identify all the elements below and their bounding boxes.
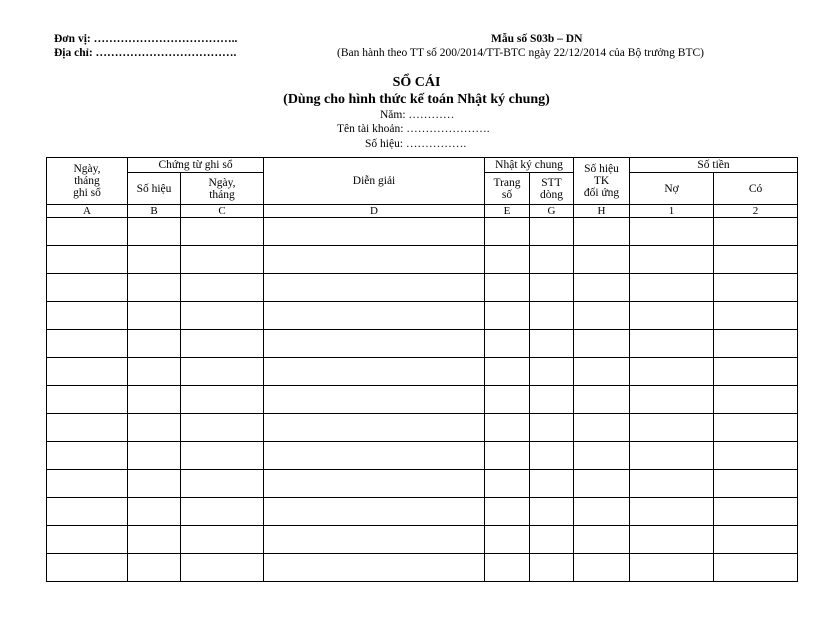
table-cell bbox=[714, 386, 798, 414]
year-field: Năm: ………… bbox=[380, 109, 455, 121]
column-code: G bbox=[530, 205, 574, 218]
table-cell bbox=[47, 274, 128, 302]
table-cell bbox=[485, 386, 530, 414]
table-cell bbox=[714, 302, 798, 330]
table-cell bbox=[574, 414, 630, 442]
table-cell bbox=[128, 330, 181, 358]
column-code: 2 bbox=[714, 205, 798, 218]
unit-field: Đơn vị: ……………………………….. bbox=[54, 33, 238, 45]
table-cell bbox=[264, 386, 485, 414]
table-cell bbox=[181, 246, 264, 274]
table-cell bbox=[485, 358, 530, 386]
table-cell bbox=[128, 526, 181, 554]
group-header-voucher: Chứng từ ghi sổ bbox=[128, 158, 264, 173]
table-cell bbox=[47, 470, 128, 498]
table-cell bbox=[530, 414, 574, 442]
table-cell bbox=[128, 414, 181, 442]
table-cell bbox=[181, 330, 264, 358]
column-code: D bbox=[264, 205, 485, 218]
table-cell bbox=[574, 218, 630, 246]
table-cell bbox=[714, 442, 798, 470]
table-cell bbox=[574, 274, 630, 302]
table-cell bbox=[530, 246, 574, 274]
table-row bbox=[47, 274, 798, 302]
table-cell bbox=[530, 218, 574, 246]
address-field: Địa chỉ: ………………………………. bbox=[54, 47, 237, 59]
col-header-voucher-no: Số hiệu bbox=[128, 173, 181, 205]
table-cell bbox=[181, 386, 264, 414]
table-cell bbox=[630, 386, 714, 414]
form-code: Mẫu số S03b – DN bbox=[491, 33, 583, 45]
ledger-table bbox=[46, 157, 798, 582]
table-cell bbox=[574, 554, 630, 582]
ledger-title: SỔ CÁI bbox=[392, 75, 441, 90]
account-number-field: Số hiệu: ……………. bbox=[365, 138, 467, 150]
col-header-description: Diễn giải bbox=[264, 158, 485, 205]
table-cell bbox=[485, 470, 530, 498]
table-cell bbox=[181, 358, 264, 386]
table-cell bbox=[574, 386, 630, 414]
table-cell bbox=[530, 302, 574, 330]
column-code: A bbox=[47, 205, 128, 218]
table-cell bbox=[264, 414, 485, 442]
table-cell bbox=[574, 526, 630, 554]
table-cell bbox=[47, 218, 128, 246]
table-cell bbox=[181, 442, 264, 470]
issued-by-note: (Ban hành theo TT số 200/2014/TT-BTC ngày 22/12/2014 của Bộ trưởng BTC) bbox=[337, 47, 704, 59]
table-row bbox=[47, 414, 798, 442]
table-cell bbox=[485, 330, 530, 358]
table-cell bbox=[574, 358, 630, 386]
col-header-credit: Có bbox=[714, 173, 798, 205]
table-cell bbox=[714, 414, 798, 442]
table-cell bbox=[264, 330, 485, 358]
column-code: E bbox=[485, 205, 530, 218]
table-cell bbox=[530, 526, 574, 554]
group-header-amount: Số tiền bbox=[630, 158, 798, 173]
table-cell bbox=[264, 498, 485, 526]
table-cell bbox=[47, 358, 128, 386]
table-cell bbox=[47, 330, 128, 358]
table-cell bbox=[128, 302, 181, 330]
table-cell bbox=[630, 274, 714, 302]
table-cell bbox=[485, 554, 530, 582]
table-cell bbox=[128, 246, 181, 274]
table-cell bbox=[630, 526, 714, 554]
table-cell bbox=[264, 358, 485, 386]
table-row bbox=[47, 498, 798, 526]
table-cell bbox=[47, 246, 128, 274]
table-cell bbox=[630, 498, 714, 526]
table-cell bbox=[714, 274, 798, 302]
table-cell bbox=[181, 554, 264, 582]
column-code: B bbox=[128, 205, 181, 218]
table-cell bbox=[630, 330, 714, 358]
table-cell bbox=[630, 554, 714, 582]
table-cell bbox=[181, 274, 264, 302]
table-row bbox=[47, 442, 798, 470]
table-cell bbox=[47, 442, 128, 470]
table-cell bbox=[714, 358, 798, 386]
table-cell bbox=[485, 302, 530, 330]
col-header-line-no: STT dòng bbox=[530, 173, 574, 205]
table-cell bbox=[530, 498, 574, 526]
table-cell bbox=[530, 330, 574, 358]
table-cell bbox=[264, 218, 485, 246]
table-row bbox=[47, 330, 798, 358]
table-cell bbox=[181, 414, 264, 442]
table-cell bbox=[574, 330, 630, 358]
table-cell bbox=[181, 218, 264, 246]
table-cell bbox=[47, 302, 128, 330]
table-cell bbox=[630, 218, 714, 246]
table-cell bbox=[264, 442, 485, 470]
table-cell bbox=[630, 470, 714, 498]
column-code: 1 bbox=[630, 205, 714, 218]
table-cell bbox=[264, 554, 485, 582]
table-cell bbox=[630, 358, 714, 386]
table-row bbox=[47, 358, 798, 386]
table-cell bbox=[264, 274, 485, 302]
table-row bbox=[47, 554, 798, 582]
column-code-row bbox=[47, 205, 798, 218]
table-row bbox=[47, 526, 798, 554]
table-cell bbox=[574, 470, 630, 498]
table-cell bbox=[128, 554, 181, 582]
table-cell bbox=[714, 470, 798, 498]
table-cell bbox=[530, 274, 574, 302]
table-cell bbox=[485, 442, 530, 470]
table-cell bbox=[714, 330, 798, 358]
table-row bbox=[47, 302, 798, 330]
table-cell bbox=[485, 274, 530, 302]
table-cell bbox=[485, 498, 530, 526]
table-cell bbox=[47, 386, 128, 414]
table-cell bbox=[128, 274, 181, 302]
ledger-subtitle: (Dùng cho hình thức kế toán Nhật ký chung) bbox=[283, 92, 550, 107]
table-cell bbox=[181, 302, 264, 330]
table-cell bbox=[714, 498, 798, 526]
table-cell bbox=[128, 218, 181, 246]
table-cell bbox=[530, 386, 574, 414]
table-cell bbox=[47, 414, 128, 442]
group-header-journal: Nhật ký chung bbox=[485, 158, 574, 173]
table-cell bbox=[128, 442, 181, 470]
table-cell bbox=[574, 442, 630, 470]
table-cell bbox=[574, 302, 630, 330]
table-row bbox=[47, 386, 798, 414]
table-cell bbox=[264, 302, 485, 330]
table-cell bbox=[128, 386, 181, 414]
table-cell bbox=[630, 302, 714, 330]
table-cell bbox=[485, 414, 530, 442]
table-cell bbox=[530, 554, 574, 582]
table-cell bbox=[264, 470, 485, 498]
table-cell bbox=[128, 358, 181, 386]
table-cell bbox=[181, 526, 264, 554]
col-header-contra-account: Số hiệu TK đối ứng bbox=[574, 158, 630, 205]
table-row bbox=[47, 246, 798, 274]
table-cell bbox=[47, 554, 128, 582]
table-cell bbox=[530, 442, 574, 470]
col-header-entry-date: Ngày, tháng ghi sổ bbox=[47, 158, 128, 205]
table-cell bbox=[530, 470, 574, 498]
table-cell bbox=[630, 442, 714, 470]
column-code: H bbox=[574, 205, 630, 218]
table-cell bbox=[485, 246, 530, 274]
table-cell bbox=[714, 554, 798, 582]
table-cell bbox=[128, 498, 181, 526]
col-header-debit: Nợ bbox=[630, 173, 714, 205]
table-cell bbox=[485, 526, 530, 554]
col-header-voucher-date: Ngày, tháng bbox=[181, 173, 264, 205]
table-cell bbox=[181, 498, 264, 526]
table-cell bbox=[630, 246, 714, 274]
table-cell bbox=[714, 526, 798, 554]
table-cell bbox=[264, 246, 485, 274]
table-cell bbox=[714, 218, 798, 246]
table-cell bbox=[574, 498, 630, 526]
table-cell bbox=[485, 218, 530, 246]
table-cell bbox=[264, 526, 485, 554]
table-cell bbox=[181, 470, 264, 498]
table-cell bbox=[530, 358, 574, 386]
table-cell bbox=[128, 470, 181, 498]
table-row bbox=[47, 218, 798, 246]
table-cell bbox=[47, 526, 128, 554]
table-cell bbox=[47, 498, 128, 526]
table-row bbox=[47, 470, 798, 498]
table-cell bbox=[574, 246, 630, 274]
table-cell bbox=[714, 246, 798, 274]
account-name-field: Tên tài khoản: …………………. bbox=[337, 123, 490, 135]
table-cell bbox=[630, 414, 714, 442]
column-code: C bbox=[181, 205, 264, 218]
col-header-page-no: Trang số bbox=[485, 173, 530, 205]
